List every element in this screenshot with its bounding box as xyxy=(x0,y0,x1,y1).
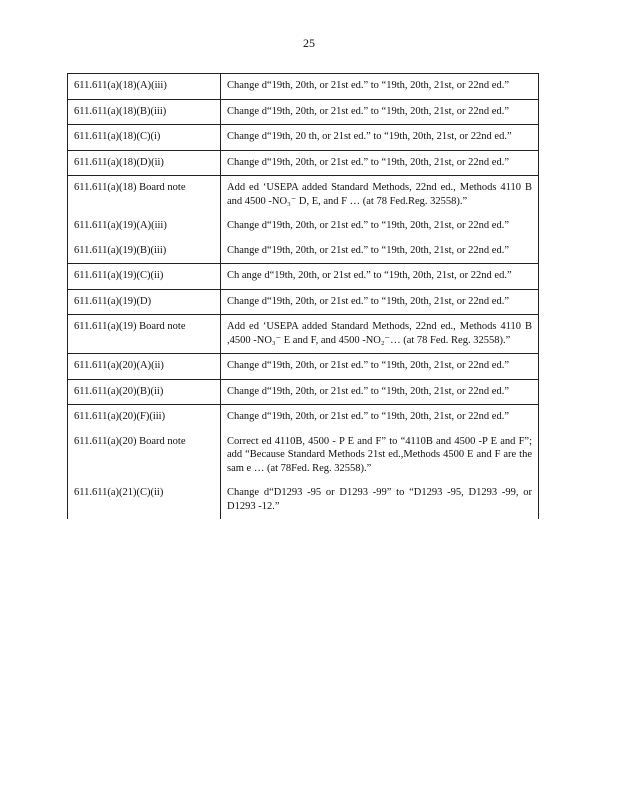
section-cell: 611.611(a)(18)(A)(iii) xyxy=(68,74,221,100)
change-cell: Change d“19th, 20th, or 21st ed.” to “19th, 20th, 21st, or 22nd ed.” xyxy=(221,214,539,239)
change-cell: Change d“19th, 20th, or 21st ed.” to “19th, 20th, 21st, or 22nd ed.” xyxy=(221,74,539,100)
section-cell: 611.611(a)(20)(A)(ii) xyxy=(68,354,221,380)
change-cell: Change d“19th, 20th, or 21st ed.” to “19th, 20th, 21st, or 22nd ed.” xyxy=(221,379,539,405)
table-row xyxy=(68,74,539,100)
section-cell: 611.611(a)(19)(D) xyxy=(68,289,221,315)
table-row xyxy=(68,214,539,239)
section-cell: 611.611(a)(19)(B)(iii) xyxy=(68,239,221,264)
page-number: 25 xyxy=(303,36,315,50)
change-cell: Add ed ‘USEPA added Standard Methods, 22nd ed., Methods 4110 B and 4500 -NO₃⁻ D, E, and F … (at 78 Fed.Reg. 32558).” xyxy=(221,176,539,215)
section-cell: 611.611(a)(20) Board note xyxy=(68,430,221,482)
table-row xyxy=(68,239,539,264)
change-cell: Change d“19th, 20th, or 21st ed.” to “19th, 20th, 21st, or 22nd ed.” xyxy=(221,289,539,315)
table-row xyxy=(68,354,539,380)
table-row xyxy=(68,289,539,315)
table-row xyxy=(68,264,539,290)
table-row xyxy=(68,176,539,215)
change-cell: Change d“19th, 20th, or 21st ed.” to “19th, 20th, 21st, or 22nd ed.” xyxy=(221,405,539,430)
change-cell: Add ed ‘USEPA added Standard Methods, 22nd ed., Methods 4110 B ,4500 -NO₃⁻ E and F, and 4500 -NO₂⁻… (at 78 Fed. Reg. 32558).” xyxy=(221,315,539,354)
section-cell: 611.611(a)(18)(D)(ii) xyxy=(68,150,221,176)
section-cell: 611.611(a)(19)(C)(ii) xyxy=(68,264,221,290)
change-cell: Change d“19th, 20th, or 21st ed.” to “19th, 20th, 21st, or 22nd ed.” xyxy=(221,354,539,380)
table-row xyxy=(68,315,539,354)
section-cell: 611.611(a)(18)(C)(i) xyxy=(68,125,221,151)
change-cell: Change d“19th, 20th, or 21st ed.” to “19th, 20th, 21st, or 22nd ed.” xyxy=(221,99,539,125)
table-row xyxy=(68,379,539,405)
change-cell: Change d“19th, 20 th, or 21st ed.” to “19th, 20th, 21st, or 22nd ed.” xyxy=(221,125,539,151)
table-row xyxy=(68,430,539,482)
change-cell: Ch ange d“19th, 20th, or 21st ed.” to “19th, 20th, 21st, or 22nd ed.” xyxy=(221,264,539,290)
change-cell: Change d“D1293 -95 or D1293 -99” to “D1293 -95, D1293 -99, or D1293 -12.” xyxy=(221,481,539,519)
section-cell: 611.611(a)(18) Board note xyxy=(68,176,221,215)
section-cell: 611.611(a)(20)(F)(iii) xyxy=(68,405,221,430)
change-cell: Change d“19th, 20th, or 21st ed.” to “19th, 20th, 21st, or 22nd ed.” xyxy=(221,239,539,264)
section-cell: 611.611(a)(19)(A)(iii) xyxy=(68,214,221,239)
table-row xyxy=(68,125,539,151)
table-row xyxy=(68,481,539,519)
section-cell: 611.611(a)(19) Board note xyxy=(68,315,221,354)
table-row xyxy=(68,405,539,430)
section-cell: 611.611(a)(21)(C)(ii) xyxy=(68,481,221,519)
amendments-table xyxy=(67,73,539,519)
table-row xyxy=(68,99,539,125)
change-cell: Change d“19th, 20th, or 21st ed.” to “19th, 20th, 21st, or 22nd ed.” xyxy=(221,150,539,176)
change-cell: Correct ed 4110B, 4500 - P E and F” to “4110B and 4500 -P E and F”; add “Because Standard Methods 21st ed.,Methods 4500 E and F are the sam e … (at 78Fed. Reg. 32558).” xyxy=(221,430,539,482)
table-row xyxy=(68,150,539,176)
section-cell: 611.611(a)(18)(B)(iii) xyxy=(68,99,221,125)
section-cell: 611.611(a)(20)(B)(ii) xyxy=(68,379,221,405)
